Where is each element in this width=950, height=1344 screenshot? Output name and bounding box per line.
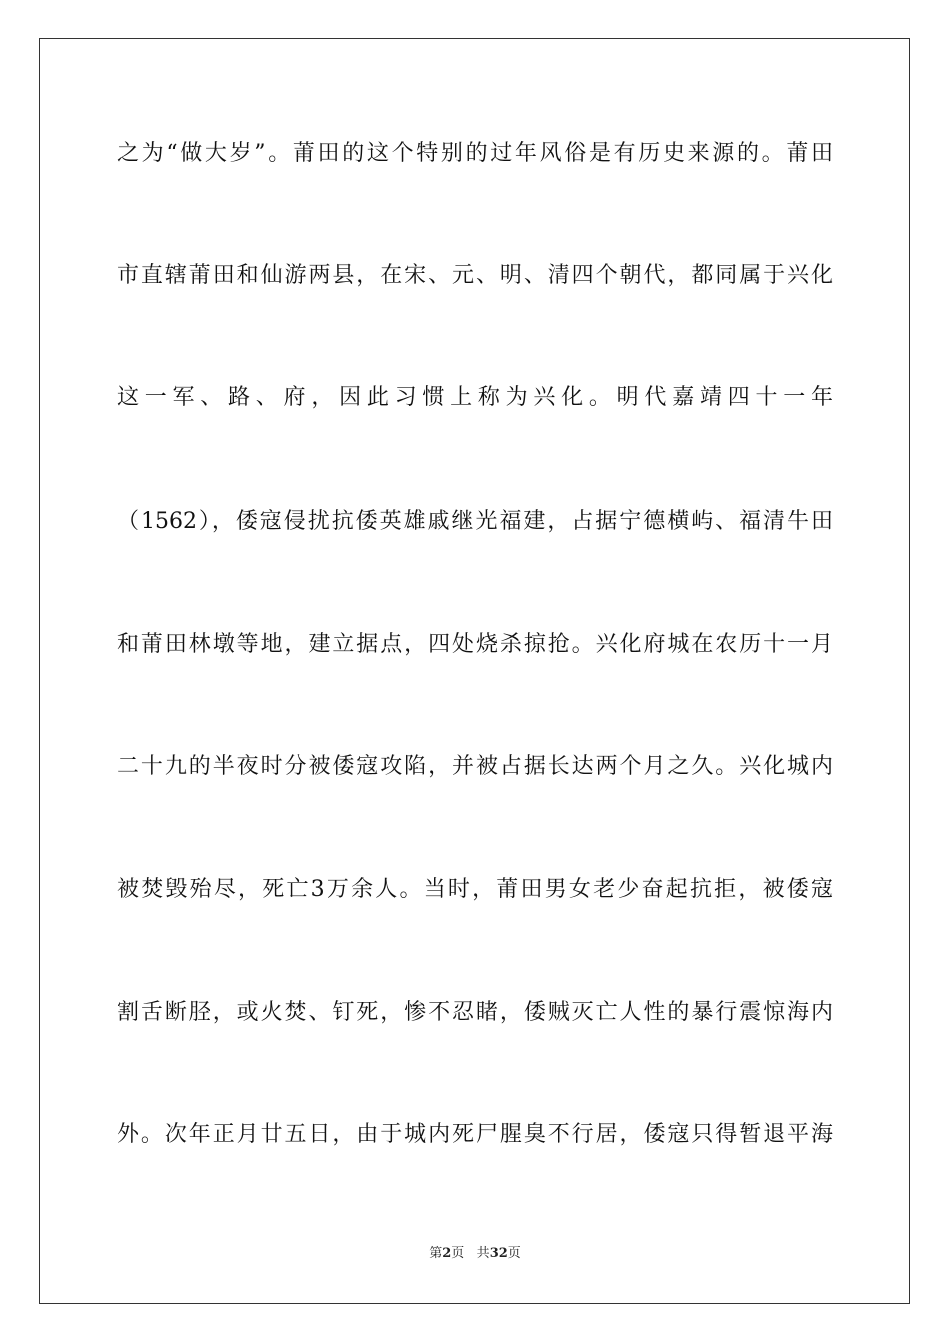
text-line-3: 这一军、路、府，因此习惯上称为兴化。明代嘉靖四十一年	[117, 385, 833, 410]
text-line-2: 市直辖莆田和仙游两县，在宋、元、明、清四个朝代，都同属于兴化	[117, 263, 833, 288]
text-line-1: 之为“做大岁”。莆田的这个特别的过年风俗是有历史来源的。莆田	[117, 141, 833, 166]
text-line-9: 外。次年正月廿五日，由于城内死尸腥臭不行居，倭寇只得暂退平海	[117, 1122, 833, 1147]
text-line-5: 和莆田林墩等地，建立据点，四处烧杀掠抢。兴化府城在农历十一月	[117, 632, 833, 657]
total-pages-label: 共32页	[476, 1246, 521, 1261]
page-number-label: 第2页	[429, 1246, 465, 1261]
text-line-6: 二十九的半夜时分被倭寇攻陷，并被占据长达两个月之久。兴化城内	[117, 754, 833, 779]
page-footer	[0, 1245, 950, 1263]
text-line-8: 割舌断胫，或火焚、钉死，惨不忍睹，倭贼灭亡人性的暴行震惊海内	[117, 1000, 833, 1025]
page-border	[39, 38, 910, 1304]
text-line-4: （1562），倭寇侵扰抗倭英雄戚继光福建，占据宁德横屿、福清牛田	[117, 509, 833, 534]
text-line-7: 被焚毁殆尽，死亡3万余人。当时，莆田男女老少奋起抗拒，被倭寇	[117, 877, 833, 902]
